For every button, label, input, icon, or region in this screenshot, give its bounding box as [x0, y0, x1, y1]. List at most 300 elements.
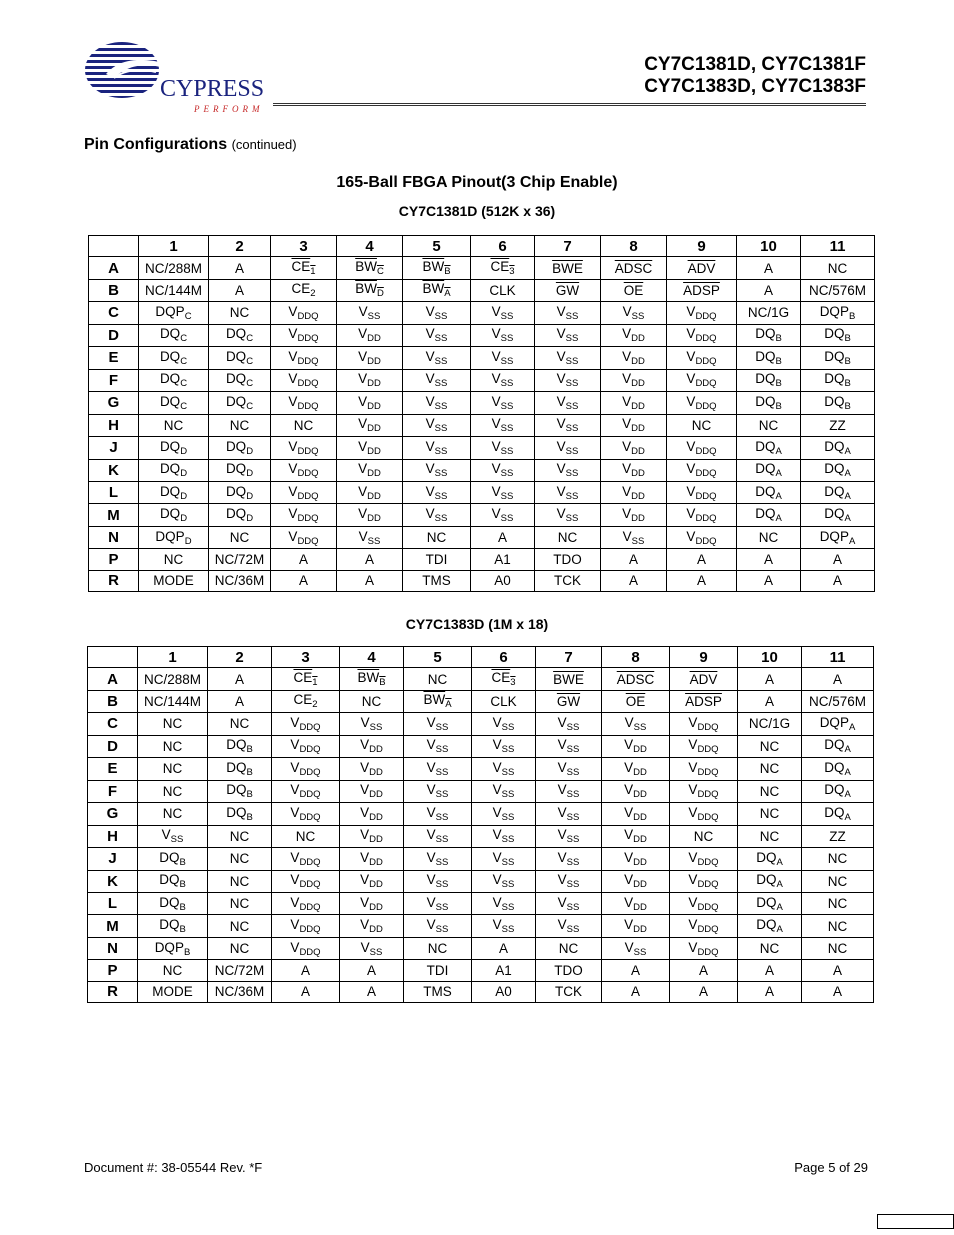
- pin-cell: $V_{DD}$: [602, 780, 670, 802]
- pin-cell: $V_{SS}$: [404, 915, 472, 937]
- pin-cell: $DQ_B$: [737, 347, 801, 369]
- table-row: [89, 324, 875, 346]
- pin-cell: $V_{DD}$: [602, 803, 670, 825]
- pin-cell: $V_{SS}$: [404, 735, 472, 757]
- column-header: 2: [209, 236, 271, 257]
- pin-cell: TDO: [536, 960, 602, 981]
- pin-cell: $V_{SS}$: [471, 324, 535, 346]
- row-label: C: [89, 302, 139, 324]
- column-header: 3: [272, 647, 340, 668]
- pin-cell: $V_{SS}$: [404, 870, 472, 892]
- row-label: K: [88, 870, 138, 892]
- pin-cell: $DQ_D$: [209, 481, 271, 503]
- column-header: 6: [471, 236, 535, 257]
- pin-cell: A: [271, 570, 337, 591]
- pin-cell: A: [737, 570, 801, 591]
- pin-cell: A: [738, 668, 802, 690]
- pin-cell: NC: [670, 825, 738, 847]
- pin-cell: $V_{DDQ}$: [667, 437, 737, 459]
- pin-cell: NC/144M: [139, 279, 209, 301]
- pin-cell: $V_{SS}$: [536, 848, 602, 870]
- pin-cell: $V_{DDQ}$: [271, 481, 337, 503]
- pin-cell: $\overline{OE}$: [602, 690, 670, 712]
- pin-cell: A: [472, 937, 536, 959]
- pin-cell: NC: [738, 758, 802, 780]
- pin-cell: $DQ_C$: [139, 392, 209, 414]
- pin-cell: $CE_1$: [272, 668, 340, 690]
- pin-cell: $V_{DD}$: [340, 803, 404, 825]
- pin-cell: $DQ_A$: [801, 481, 875, 503]
- pin-cell: $V_{DD}$: [601, 437, 667, 459]
- pin-cell: $DQ_A$: [802, 735, 874, 757]
- row-label: A: [88, 668, 138, 690]
- pin-cell: NC: [208, 937, 272, 959]
- pin-cell: $DQP_B$: [801, 302, 875, 324]
- pin-cell: $V_{SS}$: [471, 369, 535, 391]
- pin-cell: A: [601, 549, 667, 570]
- pin-cell: $V_{SS}$: [471, 481, 535, 503]
- pin-cell: $DQ_D$: [209, 459, 271, 481]
- pin-cell: $V_{DD}$: [337, 347, 403, 369]
- pin-cell: $V_{SS}$: [403, 324, 471, 346]
- pin-cell: $DQ_A$: [738, 870, 802, 892]
- row-label: N: [88, 937, 138, 959]
- pin-cell: $V_{SS}$: [472, 780, 536, 802]
- table-row: [88, 735, 874, 757]
- pin-cell: $V_{DDQ}$: [272, 848, 340, 870]
- pin-cell: $BW_B$: [340, 668, 404, 690]
- pin-cell: $V_{DDQ}$: [271, 437, 337, 459]
- column-header: 10: [737, 236, 801, 257]
- pin-cell: $\overline{OE}$: [601, 279, 667, 301]
- table-row: [88, 713, 874, 735]
- pin-cell: $V_{DDQ}$: [272, 937, 340, 959]
- pin-cell: NC: [208, 825, 272, 847]
- title-line-2: CY7C1383D, CY7C1383F: [644, 76, 866, 97]
- pin-cell: A: [602, 981, 670, 1002]
- pin-cell: NC: [271, 414, 337, 436]
- table-row: [88, 870, 874, 892]
- pin-cell: $V_{DD}$: [340, 848, 404, 870]
- pin-cell: NC: [138, 803, 208, 825]
- row-label: J: [89, 437, 139, 459]
- pinout-title: 165-Ball FBGA Pinout(3 Chip Enable): [336, 174, 618, 191]
- pin-cell: $V_{SS}$: [602, 937, 670, 959]
- pin-cell: $V_{DDQ}$: [670, 803, 738, 825]
- pin-cell: $DQ_B$: [801, 347, 875, 369]
- pin-cell: A: [801, 549, 875, 570]
- globe-icon: [84, 40, 170, 102]
- pin-cell: $DQ_C$: [209, 392, 271, 414]
- pin-cell: $V_{DDQ}$: [670, 848, 738, 870]
- pin-cell: $DQ_A$: [801, 504, 875, 526]
- pin-cell: NC: [802, 937, 874, 959]
- pin-cell: $V_{DDQ}$: [271, 302, 337, 324]
- pin-cell: $V_{SS}$: [536, 803, 602, 825]
- pin-cell: A: [737, 257, 801, 279]
- pin-cell: $V_{SS}$: [472, 825, 536, 847]
- pin-cell: $V_{DDQ}$: [272, 758, 340, 780]
- pin-cell: $V_{DD}$: [602, 870, 670, 892]
- column-header: 9: [670, 647, 738, 668]
- pin-cell: $V_{DD}$: [340, 758, 404, 780]
- pin-cell: $DQ_B$: [138, 848, 208, 870]
- pin-cell: $DQP_C$: [139, 302, 209, 324]
- pin-cell: TDO: [535, 549, 601, 570]
- pin-cell: $V_{DD}$: [601, 369, 667, 391]
- pin-cell: $DQ_C$: [209, 347, 271, 369]
- table-row: [88, 848, 874, 870]
- column-header: 5: [403, 236, 471, 257]
- pin-cell: $V_{SS}$: [471, 414, 535, 436]
- pin-cell: NC: [535, 526, 601, 548]
- pin-cell: $\overline{BWE}$: [535, 257, 601, 279]
- pin-cell: $V_{DDQ}$: [670, 892, 738, 914]
- pin-cell: $V_{SS}$: [601, 526, 667, 548]
- table-row: [89, 504, 875, 526]
- row-label: J: [88, 848, 138, 870]
- pin-cell: A: [271, 549, 337, 570]
- pin-cell: $V_{DD}$: [340, 735, 404, 757]
- pin-cell: $DQ_A$: [738, 892, 802, 914]
- pin-cell: NC: [208, 713, 272, 735]
- pin-cell: $CE_1$: [271, 257, 337, 279]
- pin-cell: $DQ_A$: [737, 481, 801, 503]
- pin-cell: $V_{SS}$: [536, 780, 602, 802]
- row-label: F: [88, 780, 138, 802]
- header-rule: [273, 103, 866, 106]
- pin-cell: TDI: [403, 549, 471, 570]
- pin-cell: $V_{DD}$: [601, 347, 667, 369]
- pin-cell: A: [737, 279, 801, 301]
- logo-wordmark: CYPRESS: [160, 76, 265, 102]
- table-row: [89, 414, 875, 436]
- pin-cell: $V_{DD}$: [602, 892, 670, 914]
- pin-cell: $DQ_B$: [801, 324, 875, 346]
- pin-cell: $DQ_A$: [737, 459, 801, 481]
- pin-cell: $V_{SS}$: [404, 803, 472, 825]
- pin-cell: $V_{DDQ}$: [667, 302, 737, 324]
- pin-cell: A: [670, 960, 738, 981]
- section-heading: [84, 136, 297, 154]
- pin-cell: $V_{DD}$: [602, 848, 670, 870]
- row-label: L: [89, 481, 139, 503]
- pin-cell: A: [272, 981, 340, 1002]
- pin-cell: NC: [138, 960, 208, 981]
- pin-cell: $V_{SS}$: [535, 459, 601, 481]
- row-label: C: [88, 713, 138, 735]
- pin-cell: $DQ_B$: [208, 803, 272, 825]
- pin-cell: $V_{SS}$: [536, 870, 602, 892]
- pin-cell: TDI: [404, 960, 472, 981]
- pin-cell: NC/288M: [138, 668, 208, 690]
- pin-cell: NC: [272, 825, 340, 847]
- pin-cell: $V_{DD}$: [340, 892, 404, 914]
- feedback-box: [877, 1214, 954, 1229]
- column-header: 4: [337, 236, 403, 257]
- pin-cell: $DQ_B$: [737, 392, 801, 414]
- pin-cell: $V_{DDQ}$: [667, 459, 737, 481]
- pin-cell: $V_{DDQ}$: [667, 526, 737, 548]
- document-number: Document #: 38-05544 Rev. *F: [84, 1160, 263, 1175]
- pin-cell: $V_{SS}$: [601, 302, 667, 324]
- table-row: [89, 369, 875, 391]
- table-row: [89, 279, 875, 301]
- pin-cell: NC/72M: [209, 549, 271, 570]
- pin-cell: $V_{DD}$: [337, 414, 403, 436]
- pin-cell: $V_{SS}$: [471, 347, 535, 369]
- pin-cell: $DQ_B$: [208, 780, 272, 802]
- table-row: [88, 937, 874, 959]
- column-header: 10: [738, 647, 802, 668]
- pin-cell: NC: [138, 713, 208, 735]
- column-header: 11: [802, 647, 874, 668]
- pin-cell: $V_{SS}$: [536, 735, 602, 757]
- pin-cell: $V_{DDQ}$: [272, 870, 340, 892]
- pin-cell: $V_{SS}$: [472, 713, 536, 735]
- pin-cell: A1: [471, 549, 535, 570]
- pin-cell: NC: [802, 870, 874, 892]
- pin-cell: $V_{DDQ}$: [670, 870, 738, 892]
- pin-cell: $V_{SS}$: [403, 302, 471, 324]
- pin-cell: $DQ_D$: [139, 437, 209, 459]
- pin-cell: $V_{DD}$: [601, 324, 667, 346]
- pin-cell: $DQ_D$: [139, 459, 209, 481]
- pin-cell: $\overline{GW}$: [535, 279, 601, 301]
- pin-cell: NC: [738, 803, 802, 825]
- pin-cell: $V_{SS}$: [472, 848, 536, 870]
- pin-cell: $V_{SS}$: [471, 302, 535, 324]
- pin-cell: $V_{DD}$: [340, 870, 404, 892]
- pin-cell: $V_{DD}$: [337, 369, 403, 391]
- pin-cell: $DQ_A$: [802, 780, 874, 802]
- table-row: [89, 481, 875, 503]
- pin-cell: $V_{SS}$: [404, 713, 472, 735]
- column-header: 4: [340, 647, 404, 668]
- table-row: [89, 392, 875, 414]
- pin-cell: $V_{DD}$: [337, 504, 403, 526]
- column-header: 5: [404, 647, 472, 668]
- row-label: R: [88, 981, 138, 1002]
- row-label: G: [89, 392, 139, 414]
- table-row: [88, 803, 874, 825]
- pin-cell: $V_{DD}$: [602, 915, 670, 937]
- pin-cell: $V_{SS}$: [472, 870, 536, 892]
- pin-cell: $CE_3$: [472, 668, 536, 690]
- column-header: 2: [208, 647, 272, 668]
- table-row: [89, 459, 875, 481]
- pin-cell: $DQP_A$: [801, 526, 875, 548]
- pin-cell: NC/576M: [802, 690, 874, 712]
- pin-cell: $DQ_A$: [737, 504, 801, 526]
- pin-cell: $V_{DDQ}$: [272, 713, 340, 735]
- pin-cell: $V_{SS}$: [403, 459, 471, 481]
- pin-cell: NC: [404, 937, 472, 959]
- pin-cell: $V_{DDQ}$: [272, 780, 340, 802]
- pin-cell: $BW_A$: [403, 279, 471, 301]
- pin-cell: $V_{DDQ}$: [271, 324, 337, 346]
- pin-cell: $V_{SS}$: [471, 392, 535, 414]
- pin-cell: $V_{SS}$: [404, 780, 472, 802]
- pin-cell: $V_{DDQ}$: [667, 369, 737, 391]
- pin-cell: TMS: [404, 981, 472, 1002]
- row-label: P: [89, 549, 139, 570]
- pin-cell: $V_{SS}$: [536, 915, 602, 937]
- pin-cell: $V_{DD}$: [337, 392, 403, 414]
- row-label: F: [89, 369, 139, 391]
- pin-cell: $V_{SS}$: [535, 481, 601, 503]
- row-label: E: [88, 758, 138, 780]
- pin-cell: NC: [139, 549, 209, 570]
- pin-cell: $DQ_B$: [138, 915, 208, 937]
- pin-cell: $V_{SS}$: [535, 392, 601, 414]
- pin-cell: $DQ_A$: [802, 758, 874, 780]
- table-row: [89, 437, 875, 459]
- row-label: A: [89, 257, 139, 279]
- pin-cell: $V_{SS}$: [536, 825, 602, 847]
- table-row: [88, 960, 874, 981]
- pin-cell: NC: [738, 735, 802, 757]
- pin-cell: NC/288M: [139, 257, 209, 279]
- pin-cell: MODE: [139, 570, 209, 591]
- table2-title: CY7C1383D (1M x 18): [405, 616, 549, 632]
- column-header: 11: [801, 236, 875, 257]
- row-label: G: [88, 803, 138, 825]
- pin-cell: $V_{SS}$: [472, 735, 536, 757]
- pin-cell: $V_{DDQ}$: [667, 504, 737, 526]
- pin-cell: $V_{SS}$: [472, 915, 536, 937]
- document-title: [644, 54, 866, 98]
- pin-cell: A0: [471, 570, 535, 591]
- pin-cell: NC: [403, 526, 471, 548]
- pin-cell: $V_{SS}$: [535, 369, 601, 391]
- pin-cell: NC: [209, 302, 271, 324]
- pin-cell: $DQP_D$: [139, 526, 209, 548]
- pin-cell: A: [272, 960, 340, 981]
- column-header: 8: [601, 236, 667, 257]
- pin-cell: $V_{DDQ}$: [272, 735, 340, 757]
- pin-cell: $V_{SS}$: [471, 459, 535, 481]
- row-label: L: [88, 892, 138, 914]
- row-label: M: [88, 915, 138, 937]
- table-row: [89, 257, 875, 279]
- pin-cell: A: [670, 981, 738, 1002]
- table-row: [88, 892, 874, 914]
- pin-cell: CLK: [471, 279, 535, 301]
- pin-cell: $V_{DDQ}$: [272, 803, 340, 825]
- cypress-logo: [84, 40, 274, 120]
- pin-cell: $V_{SS}$: [404, 758, 472, 780]
- pin-cell: ZZ: [802, 825, 874, 847]
- pin-cell: $V_{DDQ}$: [667, 347, 737, 369]
- pin-cell: $BW_C$: [337, 257, 403, 279]
- pin-cell: $V_{SS}$: [471, 437, 535, 459]
- row-label: K: [89, 459, 139, 481]
- pin-cell: $V_{SS}$: [340, 937, 404, 959]
- column-header: 3: [271, 236, 337, 257]
- pin-cell: $V_{SS}$: [404, 825, 472, 847]
- pin-cell: $CE_2$: [271, 279, 337, 301]
- pin-cell: $V_{SS}$: [535, 437, 601, 459]
- pin-cell: $V_{DDQ}$: [271, 459, 337, 481]
- pin-cell: $V_{SS}$: [602, 713, 670, 735]
- pin-cell: ADSP: [667, 279, 737, 301]
- pin-cell: $V_{DDQ}$: [670, 937, 738, 959]
- pin-cell: $DQ_D$: [209, 504, 271, 526]
- pin-cell: $V_{DDQ}$: [271, 504, 337, 526]
- pin-cell: NC: [667, 414, 737, 436]
- column-header: 7: [535, 236, 601, 257]
- row-label: H: [89, 414, 139, 436]
- table2-header-row: [88, 647, 874, 668]
- pin-cell: $DQ_C$: [209, 369, 271, 391]
- pin-cell: $V_{DD}$: [602, 735, 670, 757]
- pin-cell: A: [340, 960, 404, 981]
- pin-cell: NC: [209, 526, 271, 548]
- pinout-table-x36: [88, 235, 875, 592]
- pin-cell: A: [801, 570, 875, 591]
- column-header: 1: [138, 647, 208, 668]
- pin-cell: $DQ_B$: [801, 392, 875, 414]
- pin-cell: $V_{SS}$: [535, 347, 601, 369]
- table-row: [89, 347, 875, 369]
- pin-cell: ADSC: [601, 257, 667, 279]
- pin-cell: A: [667, 549, 737, 570]
- pin-cell: $V_{DDQ}$: [670, 713, 738, 735]
- pin-cell: A1: [472, 960, 536, 981]
- pin-cell: $V_{SS}$: [337, 526, 403, 548]
- pin-cell: $V_{SS}$: [535, 504, 601, 526]
- table-row: [88, 981, 874, 1002]
- pin-cell: $\overline{ADV}$: [670, 668, 738, 690]
- pin-cell: NC: [737, 414, 801, 436]
- pin-cell: $DQP_A$: [802, 713, 874, 735]
- pin-cell: $DQ_A$: [738, 848, 802, 870]
- pin-cell: $V_{DDQ}$: [670, 915, 738, 937]
- pin-cell: A: [802, 981, 874, 1002]
- pin-cell: NC: [404, 668, 472, 690]
- pin-cell: A: [337, 549, 403, 570]
- pin-cell: NC/576M: [801, 279, 875, 301]
- table-row: [88, 758, 874, 780]
- pin-cell: A: [208, 668, 272, 690]
- row-label: E: [89, 347, 139, 369]
- row-label: R: [89, 570, 139, 591]
- pin-cell: A: [340, 981, 404, 1002]
- pin-cell: $V_{SS}$: [536, 758, 602, 780]
- pin-cell: $V_{DDQ}$: [667, 324, 737, 346]
- pin-cell: $V_{SS}$: [403, 481, 471, 503]
- row-label: H: [88, 825, 138, 847]
- pin-cell: $DQ_C$: [209, 324, 271, 346]
- pin-cell: $V_{SS}$: [404, 848, 472, 870]
- pin-cell: MODE: [138, 981, 208, 1002]
- pin-cell: TCK: [535, 570, 601, 591]
- pin-cell: NC: [138, 780, 208, 802]
- pin-cell: NC: [209, 414, 271, 436]
- column-header: 6: [472, 647, 536, 668]
- pin-cell: $DQ_D$: [139, 481, 209, 503]
- pin-cell: $V_{SS}$: [403, 437, 471, 459]
- pin-cell: $V_{SS}$: [472, 803, 536, 825]
- pin-cell: $V_{SS}$: [472, 758, 536, 780]
- pin-cell: $V_{DDQ}$: [272, 915, 340, 937]
- pin-cell: NC/144M: [138, 690, 208, 712]
- pin-cell: A: [601, 570, 667, 591]
- table-row: [88, 690, 874, 712]
- pin-cell: $\overline{ADV}$: [667, 257, 737, 279]
- pin-cell: $V_{DDQ}$: [271, 347, 337, 369]
